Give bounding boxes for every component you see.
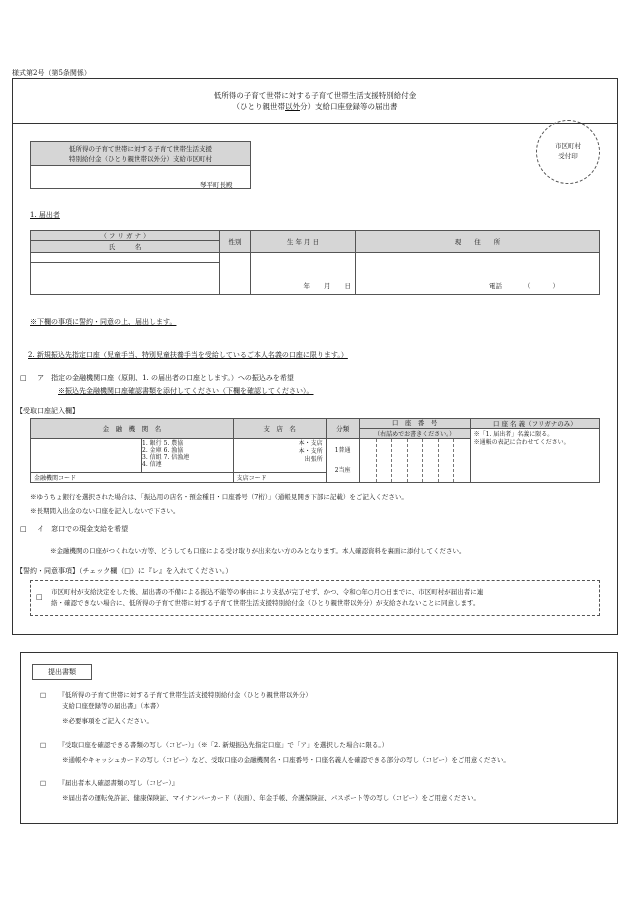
doc-item3: □ 『届出者本人確認書類の写し（コピー）』 <box>40 779 179 787</box>
pledge-heading: 【誓約・同意事項】（チェック欄（□）に『レ』を入れてください。） <box>16 567 233 575</box>
option-a-checkbox[interactable]: □ <box>20 374 27 382</box>
doc-item2-checkbox[interactable]: □ <box>40 741 47 749</box>
number-subheader: （右詰めでお書きください。） <box>359 429 470 439</box>
bank-type-options: 1. 銀行 2. 金庫 3. 信組 4. 信連 5. 農協 6. 漁協 7. 信漁連 <box>142 439 234 473</box>
title-line1: 低所得の子育て世帯に対する子育て世帯生活支援特別給付金 <box>213 91 417 100</box>
account-type-options[interactable]: 1普通 2当座 <box>326 439 359 483</box>
furigana-field[interactable] <box>31 253 220 263</box>
option-i-checkbox[interactable]: □ <box>20 525 27 533</box>
form-title <box>12 78 618 124</box>
branch-name-field[interactable]: 本・支店 本・支所 出張所 <box>233 439 326 473</box>
doc-item3-note: ※届出者の運転免許証、健康保険証、マイナンバーカード（表面）、年金手帳、介護保険証、パスポート等の写し（コピー）をご用意ください。 <box>62 794 480 802</box>
pledge-box <box>30 580 600 616</box>
doc-item2-note: ※通帳やキャッシュカードの写し（コピー）など、受取口座の金融機関名・口座番号・口座名義人を確認できる部分の写し（コピー）をご用意ください。 <box>62 756 510 764</box>
addressee-header: 低所得の子育て世帯に対する子育て世帯生活支援 特別給付金（ひとり親世帯以外分）支給市区町村 <box>31 142 250 166</box>
account-heading: 【受取口座記入欄】 <box>16 407 79 415</box>
section2-heading: 2. 新規振込先指定口座（児童手当、特別児童扶養手当を受給しているご本人名義の口座に限ります。） <box>28 351 348 359</box>
bank-code-field[interactable]: 金融機関コード <box>31 473 234 483</box>
pledge-checkbox[interactable]: □ <box>36 593 43 601</box>
option-i-note: ※金融機関の口座がつくれない方等、どうしても口座による受け取りが出来ない方のみとなります。本人確認資料を裏面に添付してください。 <box>50 547 466 555</box>
pledge-note: ※下欄の事項に誓約・同意の上、届出します。 <box>30 318 177 326</box>
option-a-label: ア 指定の金融機関口座（原則、1. の届出者の口座とします。）への振込みを希望 <box>37 374 294 382</box>
doc-item2: □ 『受取口座を確認できる書類の写し（コピー）』（※「2. 新規振込先指定口座」で「ア」を選択した場合に限る。） <box>40 741 389 749</box>
doc-item3-checkbox[interactable]: □ <box>40 779 47 787</box>
doc-item1-note: ※必要事項をご記入ください。 <box>62 717 153 725</box>
receipt-stamp-line1: 市区町村 <box>555 142 581 150</box>
mayor-label: 琴平町長殿 <box>200 181 233 189</box>
address-header: 現 住 所 <box>356 231 600 253</box>
branch-header: 支 店 名 <box>233 419 326 439</box>
account-table <box>30 418 600 483</box>
account-number-field[interactable] <box>359 439 470 483</box>
bank-header: 金 融 機 関 名 <box>31 419 234 439</box>
option-a-note: ※振込先金融機関口座確認書類を添付してください（下欄を確認してください）。 <box>58 387 314 395</box>
branch-code-field[interactable]: 支店コード <box>233 473 326 483</box>
holder-field[interactable] <box>470 429 599 483</box>
option-i-label: イ 窓口での現金支給を希望 <box>37 525 129 533</box>
type-header: 分類 <box>326 419 359 439</box>
yucho-note: ※ゆうちょ銀行を選択された場合は、「振込用の店名・預金種目・口座番号（7桁）」（通帳見開き下部に記載）をご記入ください。 <box>30 493 408 501</box>
gender-field[interactable] <box>220 253 251 295</box>
long-term-note: ※長期間入出金のない口座を記入しないで下さい。 <box>30 507 180 515</box>
gender-header: 性別 <box>220 231 251 253</box>
option-i <box>20 524 128 534</box>
form-number: 様式第2号（第5条関係） <box>12 69 91 77</box>
holder-header: 口 座 名 義（フリガナのみ） <box>470 419 599 429</box>
doc-item1-checkbox[interactable]: □ <box>40 691 47 699</box>
pledge-text: 市区町村が支給決定をした後、届出書の不備による振込不能等の事由により支払が完了せず、かつ、令和○年○月○日までに、市区町村が届出者に連 絡・確認できない場合に、低所得の子育て世帯に対する子育て世帯生活支援特別給付金（ひとり親世帯以外分）が支給されないことに同意します。 <box>51 588 484 607</box>
documents-label: 提出書類 <box>32 664 92 680</box>
applicant-table <box>30 230 600 295</box>
name-field[interactable] <box>31 263 220 295</box>
birthdate-field[interactable]: 年 月 日 <box>251 253 356 295</box>
bank-name-field[interactable] <box>31 439 142 473</box>
holder-note1: ※「1. 届出者」名義に限る。 <box>473 431 554 438</box>
doc-item1-b: 支給口座登録等の届出書』（本書） <box>62 702 163 710</box>
title-line2: （ひとり親世帯以外分）支給口座登録等の届出書 <box>232 102 398 111</box>
name-header: 氏 名 <box>31 241 220 253</box>
receipt-stamp-line2: 受付印 <box>558 152 578 160</box>
holder-note2: ※通帳の表記に合わせてください。 <box>473 439 570 446</box>
furigana-header: （ フ リ ガ ナ ） <box>31 231 220 241</box>
birthdate-header: 生 年 月 日 <box>251 231 356 253</box>
address-field[interactable]: 電話 （ ） <box>356 253 600 295</box>
option-a <box>20 373 294 383</box>
receipt-stamp-area <box>536 120 600 184</box>
number-header: 口 座 番 号 <box>359 419 470 429</box>
doc-item1: □ 『低所得の子育て世帯に対する子育て世帯生活支援特別給付金（ひとり親世帯以外分） <box>40 691 312 699</box>
section1-heading: 1. 届出者 <box>30 211 60 219</box>
